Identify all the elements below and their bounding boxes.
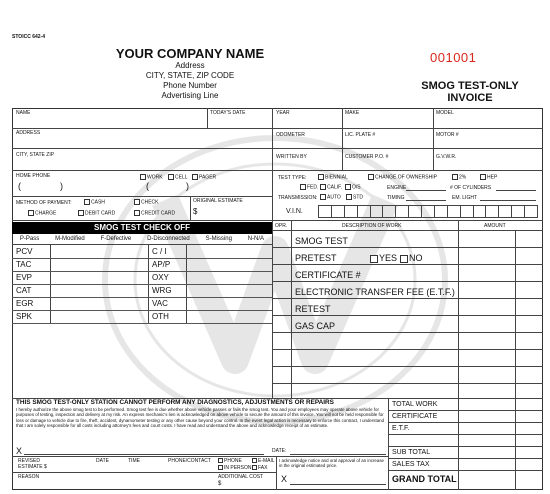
odometer-label: ODOMETER	[276, 132, 305, 138]
phone-contact-label: PHONE/CONTACT	[168, 458, 211, 464]
biennial-checkbox[interactable]: BIENNIAL	[318, 174, 348, 180]
fax-checkbox[interactable]: FAX	[252, 465, 267, 471]
work-line-certificate: CERTIFICATE #	[295, 270, 361, 280]
revised-estimate-label: REVISED ESTIMATE $	[18, 458, 47, 470]
fed-checkbox[interactable]: FED.	[300, 184, 318, 190]
transmission-label: TRANSMISSION:	[278, 195, 318, 201]
check-item-ci: C / I	[152, 247, 167, 256]
motor-label: MOTOR #	[436, 132, 459, 138]
credit-checkbox[interactable]: CREDIT CARD	[134, 210, 175, 216]
certificate-total-label: CERTIFICATE	[392, 413, 438, 420]
check-item-evp: EVP	[16, 273, 33, 282]
signature-date-label: DATE:	[272, 448, 287, 454]
city-label: CITY, STATE ZIP	[16, 152, 55, 158]
work-phone-paren-open: (	[146, 181, 149, 191]
etf-total-label: E.T.F.	[392, 425, 410, 432]
reason-label: REASON	[18, 474, 40, 480]
pretest-yes-checkbox[interactable]: YES	[370, 253, 397, 263]
model-label: MODEL	[436, 110, 454, 116]
company-advertising: Advertising Line	[161, 91, 219, 100]
phone-checkbox[interactable]: PHONE	[218, 458, 242, 464]
legend-defective: F-Defective	[100, 236, 132, 242]
vin-boxes[interactable]	[318, 205, 538, 218]
todays-date-label: TODAY'S DATE	[210, 110, 246, 116]
check-item-pcv: PCV	[16, 247, 33, 256]
company-address: Address	[175, 61, 205, 70]
cell-checkbox[interactable]: CELL	[168, 174, 188, 180]
home-phone-paren-open: (	[18, 181, 21, 191]
check-item-app: AP/P	[152, 260, 171, 269]
opr-header: OPR.	[275, 223, 288, 229]
cash-checkbox[interactable]: CASH	[84, 199, 105, 205]
additional-cost-label: ADDITIONAL COST	[218, 474, 264, 480]
notice-header: THIS SMOG TEST-ONLY STATION CANNOT PERFORM ANY DIAGNOSTICS, ADJUSTMENTS OR REPAIRS	[16, 399, 334, 406]
total-work-label: TOTAL WORK	[392, 401, 438, 408]
email-checkbox[interactable]: E-MAIL	[252, 458, 275, 464]
in-person-checkbox[interactable]: IN PERSON	[218, 465, 252, 471]
legend-modified: M-Modified	[55, 236, 85, 242]
home-phone-paren-close: )	[60, 181, 63, 191]
description-header: DESCRIPTION OF WORK	[342, 223, 402, 229]
check-item-spk: SPK	[16, 312, 33, 321]
ack-text: I acknowledge notice and oral approval of an increase in the original estimated price.	[279, 458, 384, 469]
charge-checkbox[interactable]: CHARGE	[28, 210, 56, 216]
customer-po-label: CUSTOMER P.O. #	[345, 154, 389, 160]
work-line-smog-test: SMOG TEST	[295, 236, 348, 246]
cylinders-label: # OF CYLINDERS	[450, 185, 492, 191]
approval-x: X	[281, 474, 288, 484]
check-item-tac: TAC	[16, 260, 32, 269]
test-type-label: TEST TYPE:	[278, 175, 307, 181]
auto-checkbox[interactable]: AUTO	[320, 194, 341, 200]
em-light-label: EM. LIGHT	[452, 195, 478, 201]
gvwr-label: G.V.W.R.	[436, 154, 457, 160]
work-line-pretest: PRETEST	[295, 253, 337, 263]
check-checkbox[interactable]: CHECK	[134, 199, 159, 205]
lic-plate-label: LIC. PLATE #	[345, 132, 376, 138]
signature-x: X	[16, 446, 23, 456]
timing-label: TIMING	[387, 195, 405, 201]
pretest-no-checkbox[interactable]: NO	[400, 253, 423, 263]
amount-header: AMOUNT	[484, 223, 506, 229]
hep-checkbox[interactable]: HEP	[480, 174, 497, 180]
original-estimate-label: ORIGINAL ESTIMATE	[193, 198, 243, 204]
calif-checkbox[interactable]: CALIF.	[320, 184, 342, 190]
original-estimate-dollar: $	[193, 207, 198, 216]
name-label: NAME	[16, 110, 31, 116]
smog-check-grid	[12, 244, 272, 322]
work-checkbox[interactable]: WORK	[140, 174, 163, 180]
revised-date-label: DATE	[96, 458, 109, 464]
invoice-title	[400, 80, 540, 104]
year-label: YEAR	[276, 110, 290, 116]
legend-na: N-N/A	[247, 236, 265, 242]
os-checkbox[interactable]: O/S	[345, 184, 361, 190]
check-item-cat: CAT	[16, 286, 32, 295]
title-line2: INVOICE	[447, 92, 493, 104]
vin-label: V.I.N.	[286, 208, 303, 215]
company-name: YOUR COMPANY NAME	[115, 46, 265, 61]
std-checkbox[interactable]: STD	[346, 194, 363, 200]
pager-checkbox[interactable]: PAGER	[192, 174, 216, 180]
company-city: CITY, STATE, ZIP CODE	[145, 71, 235, 80]
work-line-etf: ELECTRONIC TRANSFER FEE (E.T.F.)	[295, 287, 455, 297]
grand-total-label: GRAND TOTAL	[392, 474, 457, 484]
pct2-checkbox[interactable]: 2%	[452, 174, 466, 180]
legend-disconnected: D-Disconnected	[147, 236, 190, 242]
address-label: ADDRESS	[16, 130, 41, 136]
check-item-oth: OTH	[152, 312, 169, 321]
sub-total-label: SUB TOTAL	[392, 449, 431, 456]
written-by-label: WRITTEN BY	[276, 154, 307, 160]
work-line-retest: RETEST	[295, 304, 331, 314]
change-ownership-checkbox[interactable]: CHANGE OF OWNERSHIP	[368, 174, 437, 180]
check-item-vac: VAC	[152, 299, 168, 308]
form-code: STOICC 642-4	[12, 34, 45, 40]
legend-missing: S-Missing	[205, 236, 232, 242]
invoice-number: 001001	[430, 50, 477, 65]
home-phone-label: HOME PHONE	[16, 173, 51, 179]
additional-cost-dollar: $	[218, 481, 222, 487]
smog-check-header: SMOG TEST CHECK OFF	[12, 222, 272, 234]
engine-label: ENGINE	[387, 185, 407, 191]
check-item-wrg: WRG	[152, 286, 172, 295]
legend-pass: P-Pass	[19, 236, 40, 242]
payment-method-label: METHOD OF PAYMENT:	[16, 200, 72, 206]
smog-legend	[12, 236, 272, 243]
company-phone: Phone Number	[163, 81, 217, 90]
debit-checkbox[interactable]: DEBIT CARD	[78, 210, 115, 216]
check-item-egr: EGR	[16, 299, 34, 308]
work-line-gas-cap: GAS CAP	[295, 321, 336, 331]
notice-body: I hereby authorize the above smog test to be performed. Smog test fee is due whether above vehicle passes or fails the smog test. You and your employees may operate above vehicle for purposes of testing, inspection and delivery at my risk. An express mechanic's lien is acknowledged on above vehicle to secure the amount of this invoice. You will not be held responsible for loss or damage to vehicle due to fire, theft, accident, dynamometer testing or any other cause beyond your control. In the event legal action is necessary to enforce this contract, I understand that I am solely responsible for all costs including attorney's fees and court costs. I have read and understand the above and acknowledge receipt of an estimate.	[16, 407, 385, 429]
company-block	[60, 46, 320, 101]
title-line1: SMOG TEST-ONLY	[421, 80, 519, 92]
check-item-oxy: OXY	[152, 273, 169, 282]
make-label: MAKE	[345, 110, 360, 116]
revised-time-label: TIME	[128, 458, 140, 464]
work-phone-paren-close: )	[186, 181, 189, 191]
sales-tax-label: SALES TAX	[392, 461, 430, 468]
